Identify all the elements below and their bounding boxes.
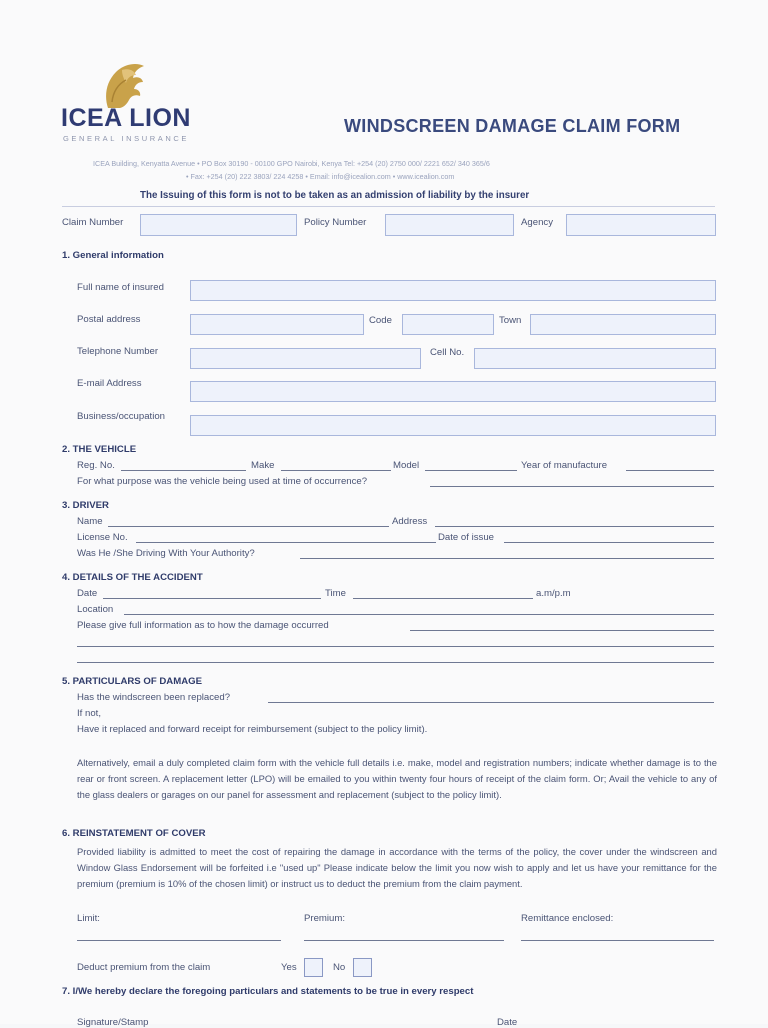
accident-time-line[interactable] [353, 598, 533, 599]
form-title: WINDSCREEN DAMAGE CLAIM FORM [344, 116, 681, 136]
policy-number-field[interactable] [385, 214, 514, 236]
authority-label: Was He /She Driving With Your Authority? [77, 548, 255, 559]
model-line[interactable] [425, 470, 517, 471]
limit-line[interactable] [77, 940, 281, 941]
full-info-label: Please give full information as to how the damage occurred [77, 620, 329, 631]
purpose-label: For what purpose was the vehicle being used at time of occurrence? [77, 476, 368, 487]
business-field[interactable] [190, 415, 716, 436]
no-label: No [333, 962, 346, 973]
yes-label: Yes [281, 962, 297, 973]
make-line[interactable] [281, 470, 391, 471]
brand-name: ICEA LION [61, 104, 191, 132]
code-field[interactable] [402, 314, 494, 335]
deduct-premium-label: Deduct premium from the claim [77, 962, 211, 973]
driver-name-line[interactable] [108, 526, 389, 527]
premium-line[interactable] [304, 940, 504, 941]
location-label: Location [77, 604, 114, 615]
declaration-date-label: Date [497, 1017, 518, 1028]
section-5-title: 5. PARTICULARS OF DAMAGE [62, 676, 202, 687]
email-field[interactable] [190, 381, 716, 402]
accident-date-line[interactable] [103, 598, 321, 599]
section-2-title: 2. THE VEHICLE [62, 444, 137, 455]
cell-label: Cell No. [430, 347, 465, 358]
liability-notice: The Issuing of this form is not to be taken as an admission of liability by the insurer [140, 190, 530, 201]
policy-number-label: Policy Number [304, 217, 367, 228]
full-name-label: Full name of insured [77, 282, 164, 293]
reinstatement-text: Provided liability is admitted to meet the cost of repairing the damage in accordance with the terms of the policy, the cover under the windscreen and Window Glass Endorsement will be forfeited i.e "used up" Please indicate below the limit you now wish to apply and let us have your remittance for the premium (premium is 10% of the chosen limit) or instruct us to deduct the premium from the claim payment. [77, 846, 717, 889]
license-line[interactable] [136, 542, 436, 543]
section-1-title: 1. General information [62, 250, 164, 261]
agency-field[interactable] [566, 214, 716, 236]
if-not-label: If not, [77, 708, 101, 719]
agency-label: Agency [521, 217, 553, 228]
year-line[interactable] [626, 470, 714, 471]
section-3-title: 3. DRIVER [62, 500, 109, 511]
year-label: Year of manufacture [521, 460, 608, 471]
code-label: Code [369, 315, 392, 326]
purpose-line[interactable] [430, 486, 714, 487]
postal-address-label: Postal address [77, 314, 141, 325]
remittance-label: Remittance enclosed: [521, 913, 614, 924]
driver-address-line[interactable] [435, 526, 714, 527]
full-name-field[interactable] [190, 280, 716, 301]
full-info-line-3[interactable] [77, 662, 714, 663]
accident-date-label: Date [77, 588, 98, 599]
premium-label: Premium: [304, 913, 346, 924]
full-info-line-1[interactable] [410, 630, 714, 631]
am-pm-label: a.m/p.m [536, 588, 571, 599]
location-line[interactable] [124, 614, 714, 615]
section-4-title: 4. DETAILS OF THE ACCIDENT [62, 572, 203, 583]
town-field[interactable] [530, 314, 716, 335]
no-checkbox[interactable] [353, 958, 372, 977]
cell-field[interactable] [474, 348, 716, 369]
have-it-replaced-text: Have it replaced and forward receipt for reimbursement (subject to the policy limit). [77, 724, 428, 735]
model-label: Model [393, 460, 420, 471]
header-divider [62, 206, 715, 207]
reg-no-label: Reg. No. [77, 460, 115, 471]
date-issue-line[interactable] [504, 542, 714, 543]
authority-line[interactable] [300, 558, 714, 559]
town-label: Town [499, 315, 522, 326]
accident-time-label: Time [325, 588, 346, 599]
driver-address-label: Address [392, 516, 428, 527]
make-label: Make [251, 460, 275, 471]
replaced-label: Has the windscreen been replaced? [77, 692, 231, 703]
postal-address-field[interactable] [190, 314, 364, 335]
brand-subtitle: GENERAL INSURANCE [63, 134, 190, 143]
telephone-label: Telephone Number [77, 346, 159, 357]
claim-number-field[interactable] [140, 214, 297, 236]
section-7-title: 7. I/We hereby declare the foregoing particulars and statements to be true in every respect [62, 986, 474, 997]
email-label: E-mail Address [77, 378, 142, 389]
driver-name-label: Name [77, 516, 103, 527]
limit-label: Limit: [77, 913, 100, 924]
address-line-1: ICEA Building, Kenyatta Avenue • PO Box 30190 - 00100 GPO Nairobi, Kenya Tel: +254 (20) 2750 000/ 2221 652/ 340 365/6 [93, 159, 490, 168]
remittance-line[interactable] [521, 940, 714, 941]
replaced-line[interactable] [268, 702, 714, 703]
section-6-title: 6. REINSTATEMENT OF COVER [62, 828, 206, 839]
signature-label: Signature/Stamp [77, 1017, 149, 1028]
claim-number-label: Claim Number [62, 217, 124, 228]
yes-checkbox[interactable] [304, 958, 323, 977]
business-label: Business/occupation [77, 411, 165, 422]
license-label: License No. [77, 532, 128, 543]
full-info-line-2[interactable] [77, 646, 714, 647]
date-issue-label: Date of issue [438, 532, 494, 543]
telephone-field[interactable] [190, 348, 421, 369]
alternative-instructions: Alternatively, email a duly completed claim form with the vehicle full details i.e. make, model and registration numbers; indicate whether damage is to the rear or front screen. A replacement letter (LPO) will be emailed to you within twenty four hours of receipt of the claim form. Or; Avail the vehicle to any of the glass dealers or garages on our panel for assessment and replacement (subject to the policy limit). [77, 757, 717, 800]
reg-no-line[interactable] [121, 470, 246, 471]
address-line-2: • Fax: +254 (20) 222 3803/ 224 4258 • Email: info@icealion.com • www.icealion.com [186, 172, 455, 181]
